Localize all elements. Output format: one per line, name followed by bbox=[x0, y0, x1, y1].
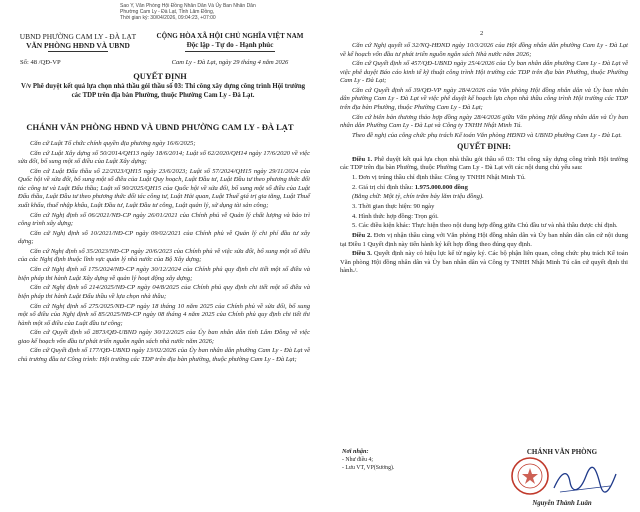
legal-basis-item: Căn cứ Quyết định số 177/QĐ-UBND ngày 13/02/2026 của Ủy ban nhân dân phường Cam Ly - Đà Lạt về chủ trương đầu tư Công trình: Hội trường các TDP trên địa bàn phường, thuộc phường Cam Ly - Đà Lạt; bbox=[18, 347, 310, 363]
item-label: 3. Thời gian thực hiện: bbox=[352, 203, 414, 210]
digital-signature-line3: Thời gian ký: 30/04/2026, 09:04:23, +07:00 bbox=[120, 15, 216, 21]
legal-bases-continued bbox=[340, 42, 628, 140]
legal-basis-item: Căn cứ biên bản thương thảo hợp đồng ngày 28/4/2026 giữa Văn phòng Hội đồng nhân dân và Ủy ban nhân dân Phường Cam Ly - Đà Lạt và Công ty TNHH Nhật Minh Tú. bbox=[340, 113, 628, 130]
item-value: (Bằng chữ: Một tỷ, chín trăm bảy lăm triệu đồng). bbox=[352, 193, 484, 201]
article-2-text: Đơn vị nhận thầu cùng với Văn phòng Hội đồng nhân dân và Ủy ban nhân dân căn cứ nội dung tại Điều 1 Quyết định này tiến hành ký kết hợp đồng theo đúng quy định. bbox=[340, 232, 628, 248]
recipient-item: - Lưu VT, VP(Sương). bbox=[342, 465, 395, 471]
legal-bases-list bbox=[18, 140, 310, 366]
item-label: 1. Đơn vị trúng thầu chỉ định thầu: bbox=[352, 173, 445, 181]
document-title: QUYẾT ĐỊNH bbox=[133, 72, 187, 81]
agency-underline bbox=[48, 51, 108, 52]
signer-name: Nguyễn Thành Luân bbox=[532, 500, 592, 507]
digital-signature-line1: Sao Y, Văn Phòng Hội Đồng Nhân Dân Và Ủy Ban Nhân Dân bbox=[120, 3, 256, 9]
page-2-body bbox=[340, 42, 628, 277]
item-value: Công ty TNHH Nhật Minh Tú. bbox=[444, 173, 526, 181]
article-1-item bbox=[340, 193, 628, 202]
article-1-text: Phê duyệt kết quả lựa chọn nhà thầu gói thầu số 03: Thi công xây dựng công trình Hội trường các TDP trên địa bàn Phường, thuộc Phường Cam Ly - Đà Lạt với các nội dung chủ yếu sau: bbox=[340, 155, 628, 172]
legal-basis-item: Căn cứ Nghị quyết số 32/NQ-HĐND ngày 10/3/2026 của Hội đồng nhân dân phường Cam Ly - Đà Lạt về kế hoạch vốn đầu tư phát triển nguồn ngân sách Nhà nước năm 2026; bbox=[340, 42, 628, 58]
legal-basis-item: Căn cứ Luật Xây dựng số 50/2014/QH13 ngày 18/6/2014; Luật số 62/2020/QH14 ngày 17/6/2020 về việc sửa đổi, bổ sung một số điều của Luật Xây dựng; bbox=[18, 149, 310, 166]
legal-basis-item: Theo đề nghị của công chức phụ trách Kế toán Văn phòng HĐND và UBND phường Cam Ly - Đà Lạt. bbox=[352, 131, 622, 139]
issue-date: Cam Ly - Đà Lạt, ngày 29 tháng 4 năm 2026 bbox=[171, 59, 289, 66]
decision-heading: QUYẾT ĐỊNH: bbox=[457, 142, 511, 152]
article-3-text: Quyết định này có hiệu lực kể từ ngày ký. Các bộ phận liên quan, công chức phụ trách Kế toán Văn phòng Hội đồng nhân dân và Ủy ban nhân dân và Công ty TNHH Nhật Minh Tú căn cứ quyết định thi hành./. bbox=[340, 250, 628, 275]
article-3-label: Điều 3. bbox=[352, 250, 372, 258]
article-2-label: Điều 2. bbox=[352, 232, 372, 240]
article-1-item bbox=[340, 203, 628, 212]
article-1-item bbox=[340, 174, 628, 183]
article-1-items bbox=[340, 174, 628, 231]
recipients-title: Nơi nhận: bbox=[342, 448, 369, 455]
legal-basis-item: Căn cứ Luật Đấu thầu số 22/2023/QH15 ngày 23/6/2023; Luật số 57/2024/QH15 ngày 29/11/2024 của Quốc hội về sửa đổi, bổ sung một số điều của Luật Quy hoạch, Luật Đầu tư, Luật Đầu tư theo phương thức đối tác công tư và Luật Đấu thầu; Luật số 90/2025/QH15 của Quốc hội về sửa đổi, bổ sung một số điều của Luật Đấu thầu, Luật Đầu tư theo phương thức đối tác công tư, Luật Hải quan, Luật Thuế giá trị gia tăng, Luật Thuế xuất khẩu, thuế nhập khẩu, Luật Đầu tư, Luật Đầu tư công, Luật quản lý, sử dụng tài sản công; bbox=[18, 167, 310, 209]
item-value: 1.975.000.000 đồng bbox=[414, 183, 468, 191]
item-value: 90 ngày bbox=[413, 203, 435, 210]
item-value: Thực hiện theo nội dung hợp đồng giữa Chủ đầu tư và nhà thầu được chỉ định. bbox=[411, 222, 618, 230]
document-number: Số: 48 /QĐ-VP bbox=[20, 59, 61, 66]
issuing-agency-block bbox=[14, 32, 142, 67]
signature-block bbox=[492, 448, 632, 507]
page-number: 2 bbox=[480, 30, 484, 37]
legal-basis-item: Căn cứ Quyết định số 2873/QĐ-UBND ngày 30/12/2025 của Ủy ban nhân dân tỉnh Lâm Đồng về việc giao kế hoạch vốn đầu tư phát triển nguồn ngân sách nhà nước năm 2026; bbox=[18, 329, 310, 345]
digital-signature-stamp bbox=[120, 3, 320, 21]
legal-basis-item: Căn cứ Quyết định số 39/QĐ-VP ngày 28/4/2026 của Văn phòng Hội đồng nhân dân và Ủy ban nhân dân phường Cam Ly - Đà Lạt về việc phê duyệt kế hoạch lựa chọn nhà thầu công trình Hội trường các TDP trên địa bàn Phường, thuộc Phường Cam Ly - Đà Lạt; bbox=[340, 86, 628, 111]
article-1-label: Điều 1. bbox=[352, 155, 373, 163]
legal-basis-item: Căn cứ Nghị định số 175/2024/NĐ-CP ngày 30/12/2024 của Chính phủ quy định chi tiết một số điều và biện pháp thi hành Luật Xây dựng về quản lý hoạt động xây dựng; bbox=[18, 266, 310, 282]
item-label: 2. Giá trị chỉ định thầu: bbox=[352, 183, 415, 191]
legal-basis-item: Căn cứ Nghị định số 214/2025/NĐ-CP ngày 04/8/2025 của Chính phủ quy định chi tiết một số điều và biện pháp thi hành Luật Đấu thầu về lựa chọn nhà thầu; bbox=[18, 284, 310, 300]
signer-title: CHÁNH VĂN PHÒNG bbox=[526, 448, 598, 456]
page-2 bbox=[320, 0, 640, 512]
recipient-item: - Như điều 4; bbox=[342, 457, 373, 463]
motto-underline bbox=[185, 51, 275, 52]
legal-basis-item: Căn cứ Nghị định số 35/2023/NĐ-CP ngày 20/6/2023 của Chính phủ về việc sửa đổi, bổ sung một số điều của các Nghị định thuộc lĩnh vực quản lý nhà nước của Bộ Xây dựng; bbox=[18, 247, 310, 264]
article-1-item bbox=[340, 213, 628, 222]
legal-basis-item: Căn cứ Quyết định số 457/QĐ-UBND ngày 25/4/2026 của Ủy ban nhân dân phường Cam Ly - Đà Lạt về việc phê duyệt Báo cáo kinh tế kỹ thuật công trình Hội trường các TDP trên địa bàn Phường, thuộc Phường Cam Ly - Đà Lạt; bbox=[340, 60, 628, 85]
national-motto-block bbox=[144, 32, 316, 67]
article-1-item bbox=[340, 222, 628, 231]
recipients-block bbox=[342, 448, 452, 472]
item-label: 4. Hình thức hợp đồng: bbox=[352, 212, 415, 220]
document-subject: V/v Phê duyệt kết quả lựa chọn nhà thầu gói thầu số 03: Thi công xây dựng công trình Hội trường các TDP trên địa bàn Phường, thuộc Phường Cam Ly - Đà Lạt. bbox=[20, 83, 306, 99]
legal-basis-item: Căn cứ Nghị định số 10/2021/NĐ-CP ngày 09/02/2021 của Chính phủ về Quản lý chi phí đầu tư xây dựng; bbox=[18, 229, 310, 246]
issuer-heading: CHÁNH VĂN PHÒNG HĐND VÀ UBND PHƯỜNG CAM LY - ĐÀ LẠT bbox=[26, 122, 294, 132]
agency-name-line2: VĂN PHÒNG HĐND VÀ UBND bbox=[26, 41, 130, 50]
article-2 bbox=[340, 232, 628, 249]
national-title: CỘNG HÒA XÃ HỘI CHỦ NGHĨA VIỆT NAM bbox=[156, 32, 304, 40]
handwritten-signature-icon bbox=[550, 464, 620, 496]
digital-signature-line2: Phường Cam Ly - Đà Lạt, Tỉnh Lâm Đồng, bbox=[120, 9, 215, 15]
agency-name-line1: UBND PHƯỜNG CAM LY - ĐÀ LẠT bbox=[19, 32, 137, 41]
article-1-item bbox=[340, 184, 628, 193]
national-motto: Độc lập - Tự do - Hạnh phúc bbox=[186, 41, 274, 49]
item-label: 5. Các điều kiện khác: bbox=[352, 222, 412, 230]
article-1 bbox=[340, 156, 628, 173]
article-3 bbox=[340, 250, 628, 276]
official-seal-icon bbox=[510, 456, 550, 496]
item-value: Trọn gói. bbox=[414, 212, 439, 220]
legal-basis-item: Căn cứ Nghị định số 275/2025/NĐ-CP ngày 18 tháng 10 năm 2025 của Chính phủ về sửa đổi, bổ sung một số điều của Nghị định số 85/2025/NĐ-CP ngày 08 tháng 4 năm 2025 của Chính phủ quy định chi tiết thi hành một số điều của Luật đầu tư công; bbox=[18, 302, 310, 327]
legal-basis-item: Căn cứ Nghị định số 06/2021/NĐ-CP ngày 26/01/2021 của Chính phủ về Quản lý chất lượng và bảo trì công trình xây dựng; bbox=[18, 211, 310, 228]
legal-basis-item: Căn cứ Luật Tổ chức chính quyền địa phương ngày 16/6/2025; bbox=[30, 140, 196, 147]
